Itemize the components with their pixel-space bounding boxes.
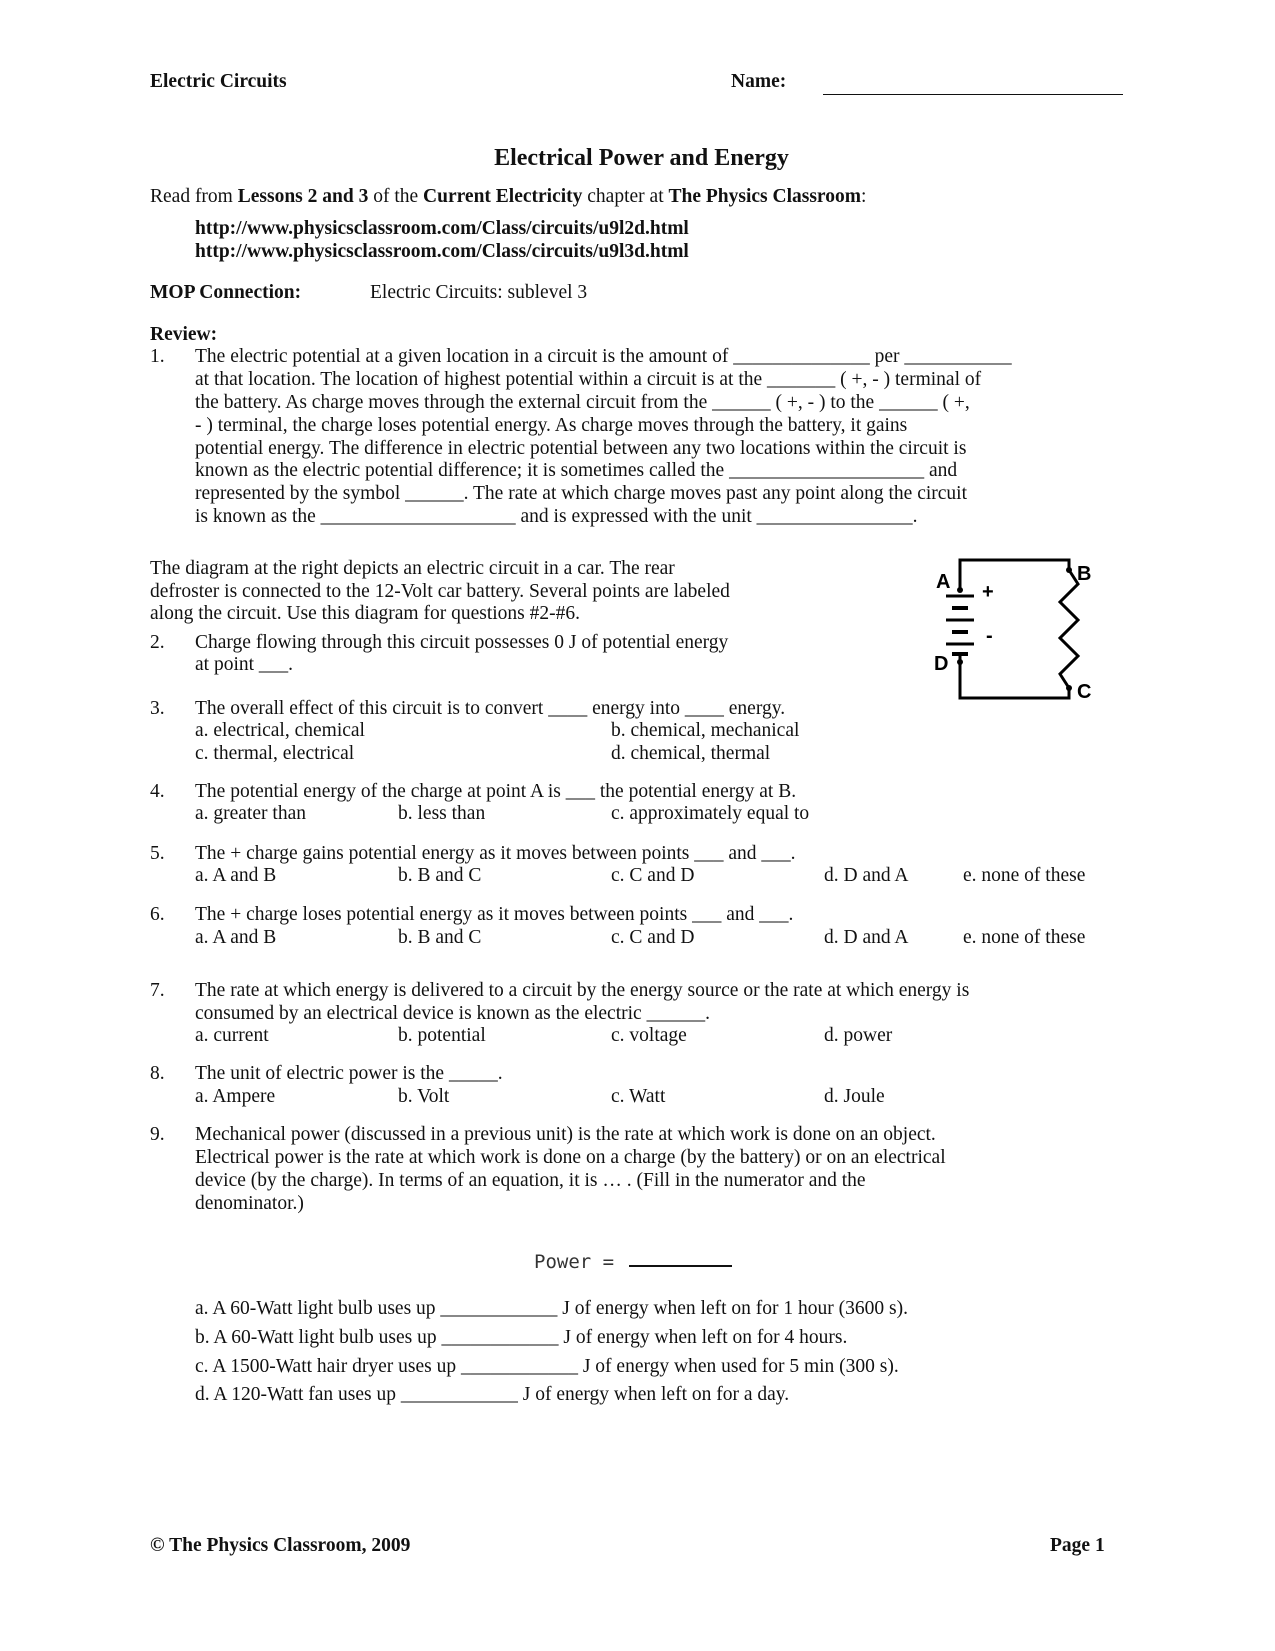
q8-option-c[interactable]: c. Watt: [611, 1086, 666, 1107]
q2-line: Charge flowing through this circuit possesses 0 J of potential energy: [195, 632, 729, 653]
q1-number: 1.: [150, 346, 165, 367]
car-circuit-diagram: [930, 558, 1100, 708]
reading-instructions: [150, 186, 866, 208]
q5-number: 5.: [150, 843, 165, 864]
point-a-dot: [957, 587, 963, 593]
q3-option-b[interactable]: b. chemical, mechanical: [611, 720, 800, 741]
q7-option-c[interactable]: c. voltage: [611, 1025, 687, 1046]
q9-part-b: b. A 60-Watt light bulb uses up ____________ J of energy when left on for 4 hours.: [195, 1327, 848, 1348]
diagram-intro-line: along the circuit. Use this diagram for questions #2-#6.: [150, 603, 580, 624]
q6-number: 6.: [150, 904, 165, 925]
q9-number: 9.: [150, 1124, 165, 1145]
q6-option-c[interactable]: c. C and D: [611, 927, 695, 948]
q7-option-a[interactable]: a. current: [195, 1025, 269, 1046]
q1-line: - ) terminal, the charge loses potential energy. As charge moves through the battery, it gains: [195, 415, 908, 436]
q6-stem: The + charge loses potential energy as it moves between points ___ and ___.: [195, 904, 794, 925]
course-title: Electric Circuits: [150, 71, 287, 92]
q8-number: 8.: [150, 1063, 165, 1084]
q5-option-e[interactable]: e. none of these: [963, 865, 1086, 886]
q7-option-b[interactable]: b. potential: [398, 1025, 486, 1046]
q3-number: 3.: [150, 698, 165, 719]
name-blank-line[interactable]: [823, 94, 1123, 95]
q8-option-d[interactable]: d. Joule: [824, 1086, 885, 1107]
reading-lessons: Lessons 2 and 3: [237, 186, 369, 207]
q1-line: known as the electric potential difference; it is sometimes called the ____________________ and: [195, 460, 958, 481]
q4-stem: The potential energy of the charge at point A is ___ the potential energy at B.: [195, 781, 797, 802]
q2-number: 2.: [150, 632, 165, 653]
q3-stem: The overall effect of this circuit is to convert ____ energy into ____ energy.: [195, 698, 786, 719]
q3-option-c[interactable]: c. thermal, electrical: [195, 743, 355, 764]
mop-value: Electric Circuits: sublevel 3: [370, 282, 588, 303]
mop-label: MOP Connection:: [150, 282, 302, 303]
q1-line: the battery. As charge moves through the external circuit from the ______ ( +, - ) to the ______ ( +,: [195, 392, 970, 413]
q9-line: device (by the charge). In terms of an equation, it is … . (Fill in the numerator and the: [195, 1170, 866, 1191]
diagram-intro-line: The diagram at the right depicts an electric circuit in a car. The rear: [150, 558, 675, 579]
power-equation-label: Power =: [534, 1251, 615, 1273]
point-d-dot: [957, 659, 963, 665]
point-b-dot: [1066, 567, 1072, 573]
defroster-resistor: [1060, 570, 1078, 688]
q9-part-c: c. A 1500-Watt hair dryer uses up ____________ J of energy when used for 5 min (300 s).: [195, 1356, 899, 1377]
point-c-dot: [1066, 685, 1072, 691]
reading-mid: of the: [368, 186, 424, 207]
plus-sign: +: [982, 581, 994, 603]
q5-option-c[interactable]: c. C and D: [611, 865, 695, 886]
page-number: Page 1: [1050, 1535, 1105, 1556]
q4-option-b[interactable]: b. less than: [398, 803, 486, 824]
q9-part-d: d. A 120-Watt fan uses up ____________ J of energy when left on for a day.: [195, 1384, 790, 1405]
label-b: B: [1077, 563, 1092, 585]
q7-option-d[interactable]: d. power: [824, 1025, 893, 1046]
q5-option-a[interactable]: a. A and B: [195, 865, 277, 886]
page-title: Electrical Power and Energy: [494, 145, 789, 171]
label-c: C: [1077, 681, 1092, 703]
reading-suffix: :: [860, 186, 867, 207]
label-d: D: [934, 653, 949, 675]
q4-option-a[interactable]: a. greater than: [195, 803, 306, 824]
q9-line: Mechanical power (discussed in a previous unit) is the rate at which work is done on an object.: [195, 1124, 936, 1145]
reading-chapter: Current Electricity: [423, 186, 583, 207]
q1-line: at that location. The location of highest potential within a circuit is at the _______ ( +, - ) terminal of: [195, 369, 982, 390]
q8-option-b[interactable]: b. Volt: [398, 1086, 450, 1107]
q6-option-d[interactable]: d. D and A: [824, 927, 909, 948]
reading-link-1[interactable]: http://www.physicsclassroom.com/Class/circuits/u9l2d.html: [195, 218, 689, 239]
power-fraction-bar[interactable]: [629, 1265, 732, 1267]
q8-option-a[interactable]: a. Ampere: [195, 1086, 276, 1107]
battery-symbol: [946, 596, 974, 654]
q7-line: The rate at which energy is delivered to a circuit by the energy source or the rate at which energy is: [195, 980, 970, 1001]
q9-line: denominator.): [195, 1193, 304, 1214]
q6-option-b[interactable]: b. B and C: [398, 927, 482, 948]
q2-line: at point ___.: [195, 654, 294, 675]
review-label: Review:: [150, 324, 218, 345]
q1-line: represented by the symbol ______. The rate at which charge moves past any point along the circuit: [195, 483, 968, 504]
q1-line: is known as the ____________________ and is expressed with the unit ________________.: [195, 506, 918, 527]
reading-link-2[interactable]: http://www.physicsclassroom.com/Class/circuits/u9l3d.html: [195, 241, 689, 262]
q1-line: The electric potential at a given location in a circuit is the amount of ______________ per ___________: [195, 346, 1012, 367]
q6-option-e[interactable]: e. none of these: [963, 927, 1086, 948]
q5-option-b[interactable]: b. B and C: [398, 865, 482, 886]
q7-line: consumed by an electrical device is known as the electric ______.: [195, 1003, 710, 1024]
reading-site: The Physics Classroom: [668, 186, 861, 207]
minus-sign: -: [986, 625, 993, 647]
q4-number: 4.: [150, 781, 165, 802]
q5-stem: The + charge gains potential energy as it moves between points ___ and ___.: [195, 843, 796, 864]
reading-mid2: chapter at: [582, 186, 669, 207]
q9-line: Electrical power is the rate at which work is done on a charge (by the battery) or on an electrical: [195, 1147, 946, 1168]
diagram-intro-line: defroster is connected to the 12-Volt car battery. Several points are labeled: [150, 581, 730, 602]
q7-number: 7.: [150, 980, 165, 1001]
top-wire: [960, 560, 1069, 590]
reading-prefix: Read from: [150, 186, 238, 207]
name-label: Name:: [731, 71, 787, 92]
q4-option-c[interactable]: c. approximately equal to: [611, 803, 810, 824]
q8-stem: The unit of electric power is the _____.: [195, 1063, 503, 1084]
q6-option-a[interactable]: a. A and B: [195, 927, 277, 948]
bottom-wire: [960, 654, 1069, 698]
q1-line: potential energy. The difference in electric potential between any two locations within the circuit is: [195, 438, 967, 459]
q3-option-d[interactable]: d. chemical, thermal: [611, 743, 771, 764]
q9-part-a: a. A 60-Watt light bulb uses up ____________ J of energy when left on for 1 hour (3600 s).: [195, 1298, 908, 1319]
copyright-footer: © The Physics Classroom, 2009: [150, 1535, 411, 1556]
q3-option-a[interactable]: a. electrical, chemical: [195, 720, 365, 741]
label-a: A: [936, 571, 951, 593]
q5-option-d[interactable]: d. D and A: [824, 865, 909, 886]
